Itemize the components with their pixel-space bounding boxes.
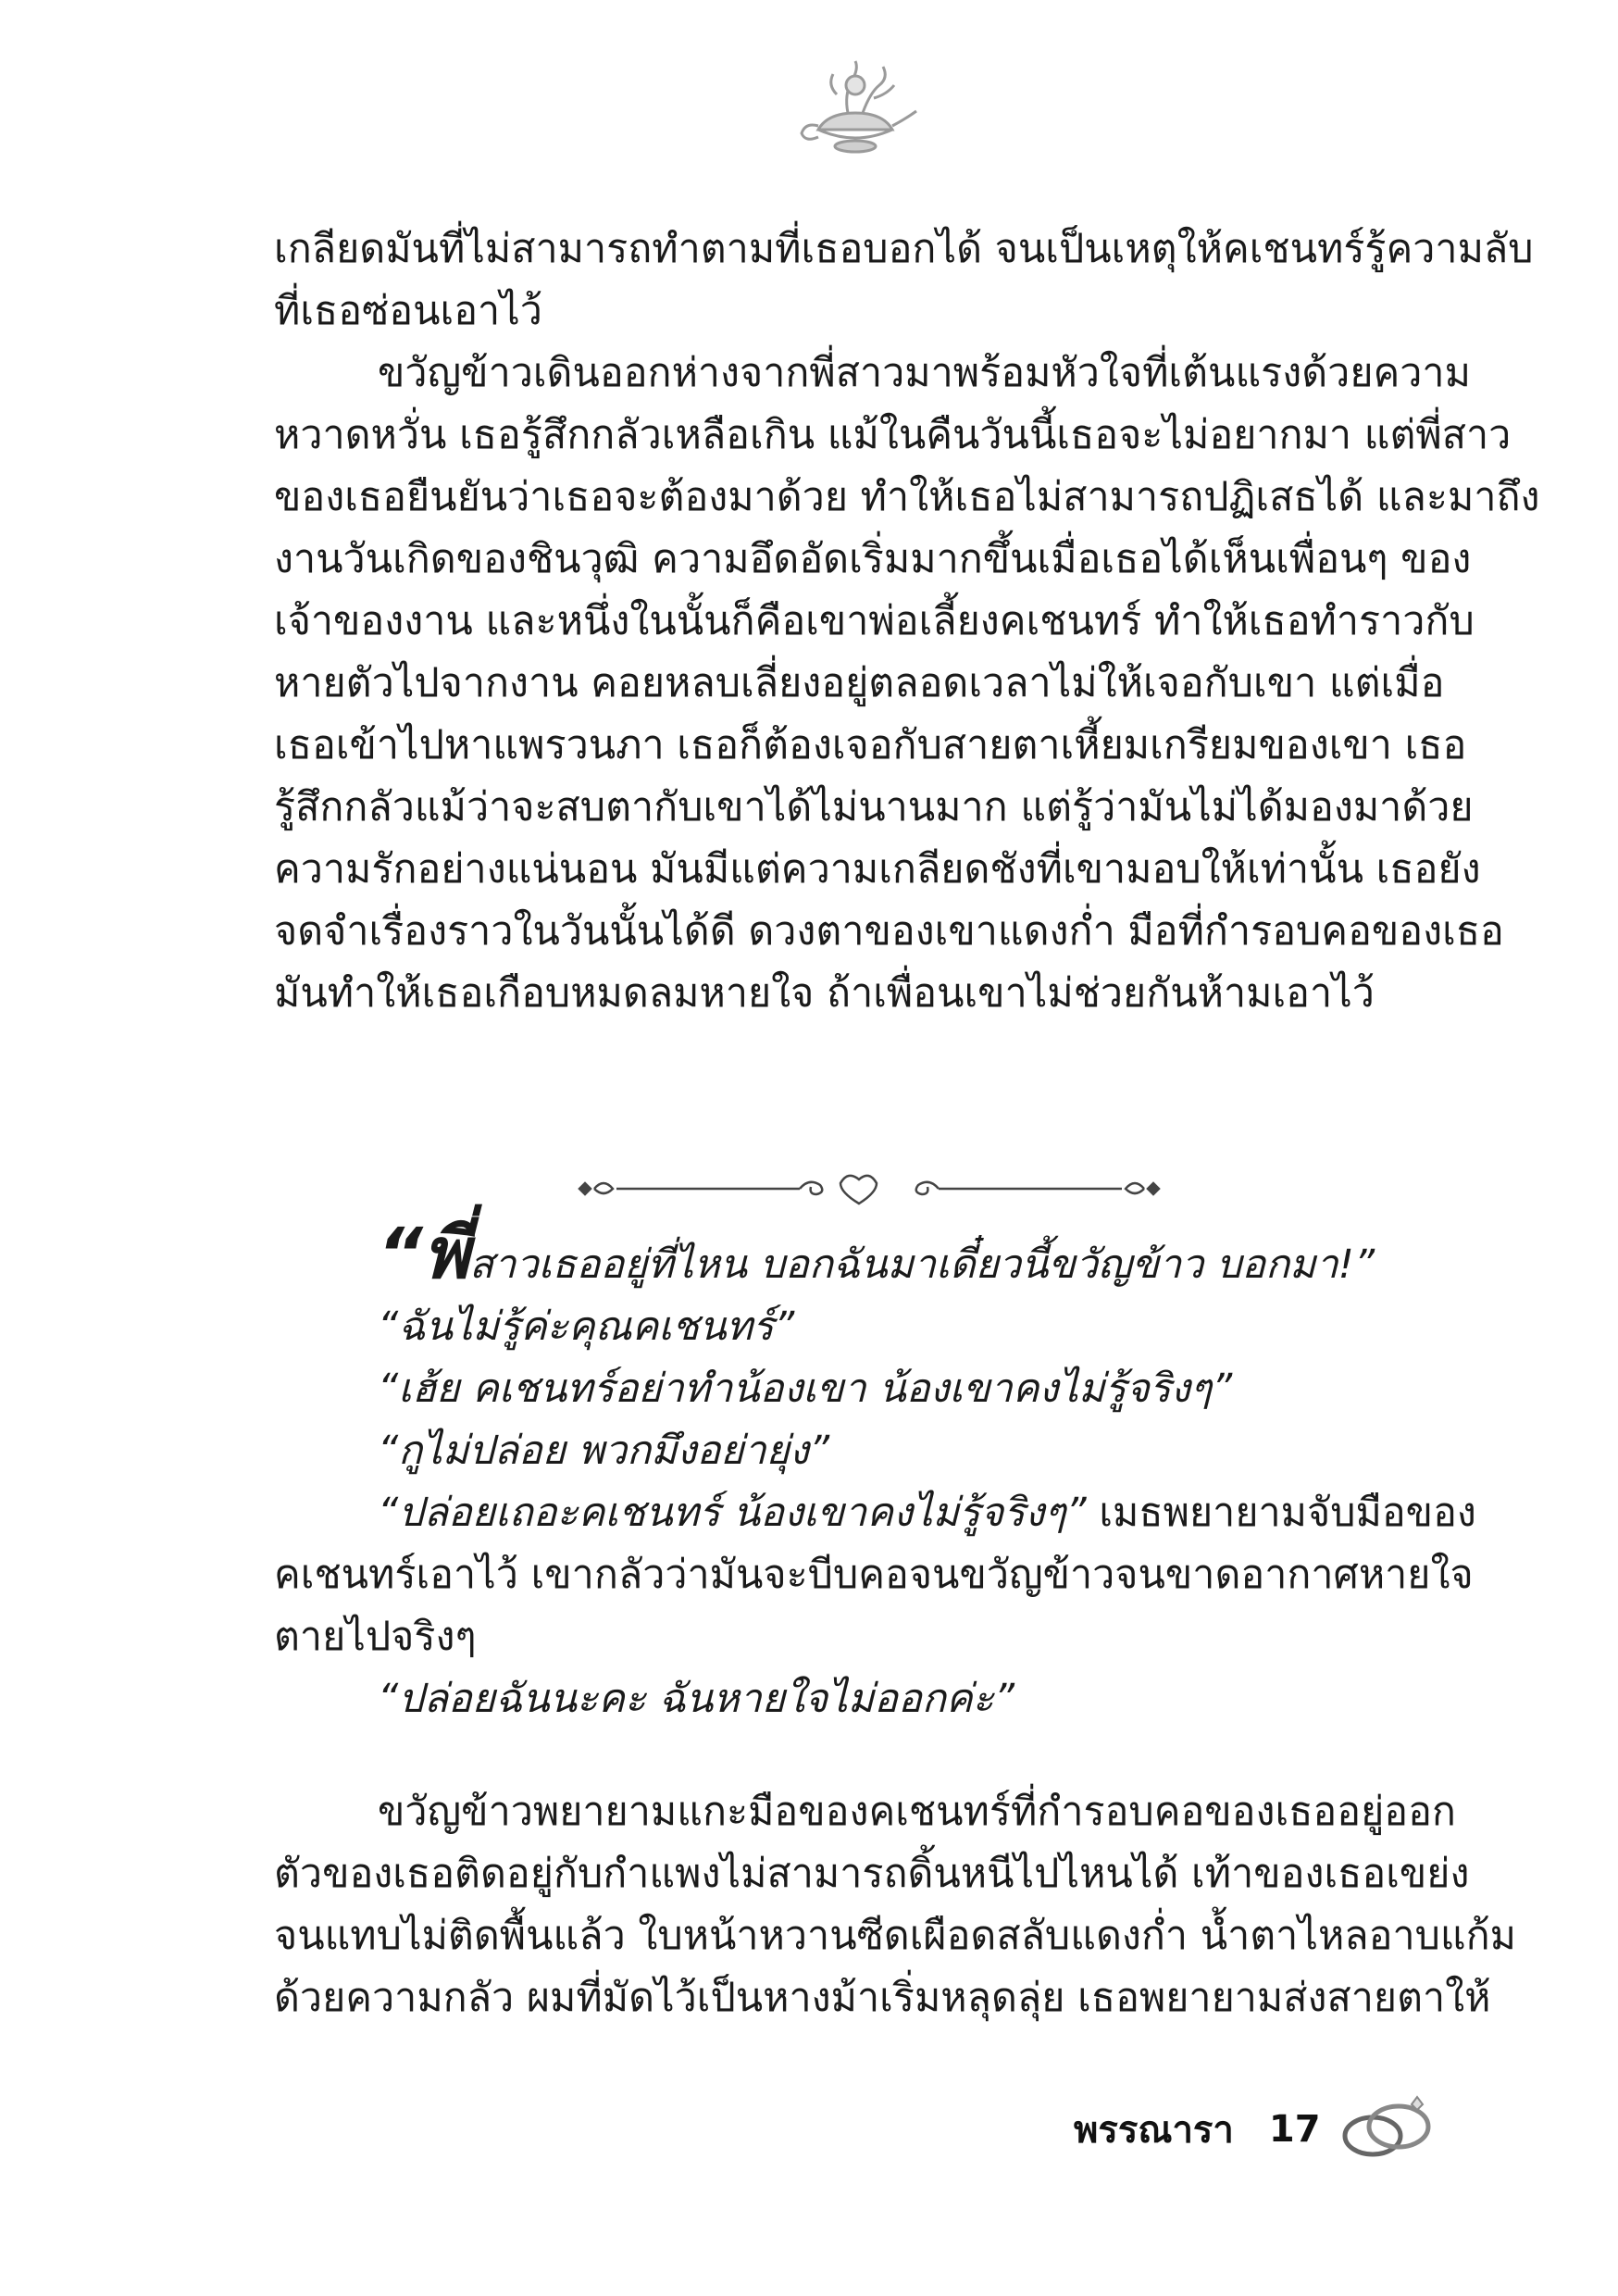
text-line: ด้วยความกลัว ผมที่มัดไว้เป็นหางม้าเริ่มหลุดลุ่ย เธอพยายามส่งสายตาให้ xyxy=(274,1975,1491,2021)
genie-lamp-icon xyxy=(790,57,920,167)
paragraph-1 xyxy=(274,218,1534,343)
text-line: รู้สึกกลัวแม้ว่าจะสบตากับเขาได้ไม่นานมาก แต่รู้ว่ามันไม่ได้มองมาด้วย xyxy=(274,784,1474,830)
dialogue-line: “ปล่อยฉันนะคะ ฉันหายใจไม่ออกค่ะ” xyxy=(378,1676,1014,1722)
narration-text: เมธพยายามจับมือของ xyxy=(1086,1490,1476,1536)
text-line: ของเธอยืนยันว่าเธอจะต้องมาด้วย ทำให้เธอไม่สามารถปฏิเสธได้ และมาถึง xyxy=(274,474,1540,520)
paragraph-3 xyxy=(274,1781,1517,2029)
text-line: ความรักอย่างแน่นอน มันมีแต่ความเกลียดชังที่เขามอบให้เท่านั้น เธอยัง xyxy=(274,846,1481,892)
text-line: จนแทบไม่ติดพื้นแล้ว ใบหน้าหวานซีดเผือดสลับแดงก่ำ น้ำตาไหลอาบแก้ม xyxy=(274,1913,1517,1959)
text-line: เธอเข้าไปหาแพรวนภา เธอก็ต้องเจอกับสายตาเหี้ยมเกรียมของเขา เธอ xyxy=(274,722,1467,768)
paragraph-2 xyxy=(274,343,1540,1025)
dialogue-line xyxy=(274,1482,1476,1544)
text-line: จดจำเรื่องราวในวันนั้นได้ดี ดวงตาของเขาแดงก่ำ มือที่กำรอบคอของเธอ xyxy=(274,908,1504,955)
text-line: งานวันเกิดของชินวุฒิ ความอึดอัดเริ่มมากขึ้นเมื่อเธอได้เห็นเพื่อนๆ ของ xyxy=(274,536,1472,582)
narration-line: คเชนทร์เอาไว้ เขากลัวว่ามันจะบีบคอจนขวัญข้าวจนขาดอากาศหายใจ xyxy=(274,1552,1474,1598)
dialogue-block xyxy=(274,1212,1476,1730)
page-footer xyxy=(1074,2092,1441,2166)
dialogue-line: “กูไม่ปล่อย พวกมึงอย่ายุ่ง” xyxy=(378,1428,830,1474)
text-line: ตัวของเธอติดอยู่กับกำแพงไม่สามารถดิ้นหนีไปไหนได้ เท้าของเธอเขย่ง xyxy=(274,1851,1470,1897)
text-line: เกลียดมันที่ไม่สามารถทำตามที่เธอบอกได้ จนเป็นเหตุให้คเชนทร์รู้ความลับ xyxy=(274,226,1534,272)
dialogue-line: “เฮ้ย คเชนทร์อย่าทำน้องเขา น้องเขาคงไม่รู้จริงๆ” xyxy=(378,1366,1233,1412)
heart-scroll-divider-icon xyxy=(566,1165,1172,1213)
drop-cap: “พี่ xyxy=(378,1212,470,1294)
wedding-rings-icon xyxy=(1332,2093,1441,2165)
dialogue-text: สาวเธออยู่ที่ไหน บอกฉันมาเดี๋ยวนี้ขวัญข้าว บอกมา!” xyxy=(469,1242,1375,1288)
text-line: ขวัญข้าวพยายามแกะมือของคเชนทร์ที่กำรอบคอของเธออยู่ออก xyxy=(378,1789,1456,1835)
text-line: หายตัวไปจากงาน คอยหลบเลี่ยงอยู่ตลอดเวลาไม่ให้เจอกับเขา แต่เมื่อ xyxy=(274,660,1445,706)
text-line: ที่เธอซ่อนเอาไว้ xyxy=(274,288,542,334)
text-line: มันทำให้เธอเกือบหมดลมหายใจ ถ้าเพื่อนเขาไม่ช่วยกันห้ามเอาไว้ xyxy=(274,970,1375,1017)
dialogue-text: “ปล่อยเถอะคเชนทร์ น้องเขาคงไม่รู้จริงๆ” xyxy=(378,1490,1087,1536)
narration-line: ตายไปจริงๆ xyxy=(274,1614,477,1660)
text-line: หวาดหวั่น เธอรู้สึกกลัวเหลือเกิน แม้ในคืนวันนี้เธอจะไม่อยากมา แต่พี่สาว xyxy=(274,412,1512,458)
book-title: พรรณารา xyxy=(1074,2109,1234,2152)
text-line: ขวัญข้าวเดินออกห่างจากพี่สาวมาพร้อมหัวใจที่เต้นแรงด้วยความ xyxy=(378,350,1471,396)
text-line: เจ้าของงาน และหนึ่งในนั้นก็คือเขาพ่อเลี้ยงคเชนทร์ ทำให้เธอทำราวกับ xyxy=(274,598,1475,644)
page-number: 17 xyxy=(1268,2108,1321,2151)
dialogue-line xyxy=(274,1212,1462,1296)
dialogue-line: “ฉันไม่รู้ค่ะคุณคเชนทร์” xyxy=(378,1304,795,1350)
